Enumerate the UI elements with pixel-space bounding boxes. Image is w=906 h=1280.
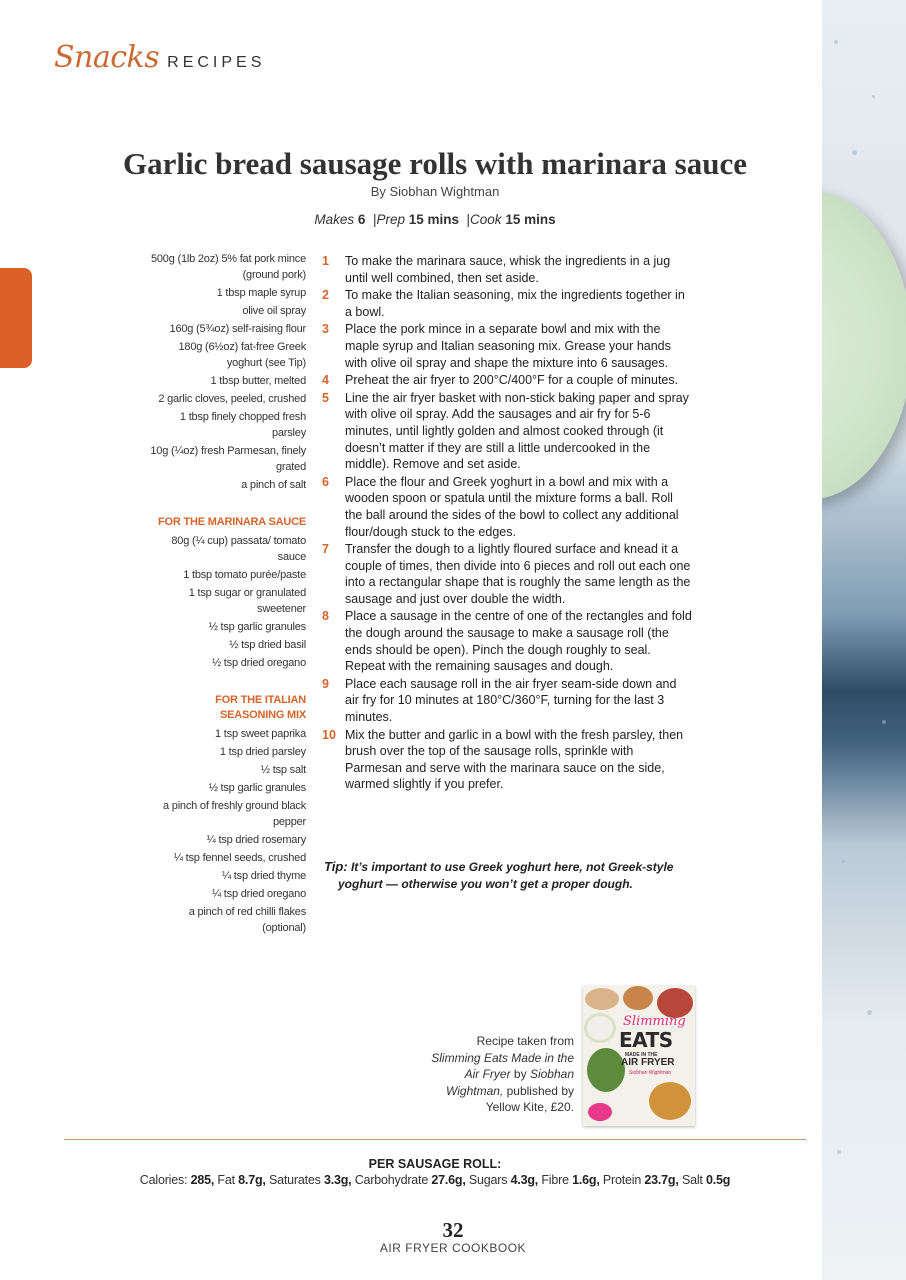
step-number: 3 (322, 322, 329, 337)
ingredient-item: 1 tbsp maple syrup (216, 287, 306, 299)
book-cover-line2: EATS (619, 1028, 673, 1052)
ingredient-item: ¼ tsp dried rosemary (206, 834, 306, 846)
step-text: To make the Italian seasoning, mix the ingredients together in a bowl. (345, 288, 685, 319)
nutrition-label: Saturates (268, 1173, 321, 1187)
recipe-byline: By Siobhan Wightman (370, 184, 500, 199)
nutrition-value: 0.5g (705, 1173, 731, 1187)
step-text: To make the marinara sauce, whisk the ingredients in a jug until well combined, then set aside. (345, 254, 671, 285)
ingredient-item: 1 tbsp tomato purée/paste (183, 569, 306, 581)
method-step (322, 253, 692, 286)
ingredient-item: ½ tsp dried oregano (211, 657, 306, 669)
step-text: Place the pork mince in a separate bowl and mix with the maple syrup and Italian seasoning mix. Grease your hands with olive oil spray and shape the mixture into 6 sausages. (345, 322, 671, 370)
step-number: 1 (322, 254, 329, 268)
ingredient-item: a pinch of freshly ground black pepper (163, 800, 306, 828)
nutrition-title: PER SAUSAGE ROLL: (368, 1157, 502, 1171)
source-book-title: Slimming Eats Made in the Air Fryer (431, 1050, 574, 1081)
nutrition-value: 8.7g, (238, 1173, 266, 1187)
tip-text-line1: It’s important to use Greek yoghurt here, not Greek-style (350, 860, 674, 874)
makes-value: 6 (357, 212, 366, 227)
ingredient-item: 160g (5¾oz) self-raising flour (169, 323, 306, 335)
nutrition-value: 285, (190, 1173, 215, 1187)
section-header (54, 40, 265, 75)
book-cover-badge (588, 1103, 612, 1121)
method-step (322, 541, 692, 607)
ingredient-item: a pinch of red chilli flakes (optional) (188, 906, 306, 934)
section-tab-marker (0, 268, 32, 368)
plate-image (822, 190, 906, 500)
method-steps (322, 253, 692, 794)
divider-rule (64, 1139, 806, 1140)
source-author: Siobhan Wightman, (446, 1067, 574, 1098)
ingredient-item: 10g (¼oz) fresh Parmesan, finely grated (150, 445, 306, 473)
nutrition-label: Calories: (139, 1173, 188, 1187)
nutrition-value: 4.3g, (510, 1173, 539, 1187)
recipe-meta: Makes 6 |Prep 15 mins |Cook 15 mins (314, 212, 556, 227)
nutrition-value: 1.6g, (572, 1173, 600, 1187)
step-text: Place a sausage in the centre of one of the rectangles and fold the dough around the sausage to make a sausage roll (the ends should be open). Pinch the dough roughly to seal. Repeat with the remaining sausages and dough. (345, 609, 692, 674)
prep-label: Prep (376, 212, 405, 227)
ingredient-item: 1 tsp sweet paprika (215, 728, 306, 740)
recipe-title: Garlic bread sausage rolls with marinara sauce (123, 146, 747, 181)
ingredient-item: ½ tsp salt (260, 764, 306, 776)
ingredient-item: ¼ tsp dried oregano (211, 888, 306, 900)
method-step (322, 676, 692, 726)
source-publisher: published by Yellow Kite, £20. (485, 1083, 574, 1114)
book-cover-line1: Slimming (623, 1014, 686, 1029)
nutrition-label: Carbohydrate (354, 1173, 429, 1187)
nutrition-label: Fat (217, 1173, 235, 1187)
publication-name: AIR FRYER COOKBOOK (379, 1241, 527, 1255)
method-step (322, 474, 692, 540)
ingredient-item: a pinch of salt (241, 479, 306, 491)
section-script-label: Snacks (54, 40, 160, 75)
cook-label: Cook (470, 212, 502, 227)
nutrition-line (0, 1173, 870, 1187)
ingredient-item: 1 tsp dried parsley (219, 746, 306, 758)
ingredient-item: 500g (1lb 2oz) 5% fat pork mince (ground pork) (150, 253, 306, 281)
prep-value: 15 mins (408, 212, 460, 227)
nutrition-value: 27.6g, (431, 1173, 466, 1187)
method-step (322, 390, 692, 473)
section-label: RECIPES (167, 54, 266, 71)
makes-label: Makes (314, 212, 355, 227)
step-text: Line the air fryer basket with non-stick baking paper and spray with olive oil spray. Add the sausages and air fry for 5-6 minutes, until lightly golden and almost cooked through (it doesn’t matter if they are still a little undercooked in the middle). Remove and set aside. (345, 390, 689, 472)
marinara-heading: FOR THE MARINARA SAUCE (158, 516, 306, 528)
book-cover-line3: MADE IN THE (625, 1052, 658, 1058)
page-number: 32 (442, 1218, 464, 1242)
ingredient-item: olive oil spray (242, 305, 306, 317)
ingredient-item: 80g (¼ cup) passata/ tomato sauce (171, 535, 306, 563)
nutrition-value: 3.3g, (323, 1173, 352, 1187)
nutrition-label: Fibre (541, 1173, 569, 1187)
source-prefix: Recipe taken from (476, 1034, 574, 1048)
ingredient-item: 1 tsp sugar or granulated sweetener (188, 587, 306, 615)
book-cover-line4: AIR FRYER (621, 1057, 675, 1068)
recipe-source (430, 1033, 574, 1116)
nutrition-label: Salt (681, 1173, 703, 1187)
step-text: Preheat the air fryer to 200°C/400°F for a couple of minutes. (345, 373, 679, 388)
seasoning-heading: FOR THE ITALIAN SEASONING MIX (215, 694, 306, 721)
step-number: 6 (322, 474, 329, 489)
recipe-tip (324, 858, 704, 893)
ingredient-item: ½ tsp garlic granules (208, 782, 306, 794)
ingredient-item: 1 tbsp finely chopped fresh parsley (179, 411, 306, 439)
ingredient-item: ¼ tsp dried thyme (221, 870, 306, 882)
tip-label: Tip: (324, 859, 348, 874)
step-number: 2 (322, 288, 329, 303)
method-step (322, 372, 692, 389)
step-number: 8 (322, 609, 329, 624)
cook-value: 15 mins (505, 212, 556, 227)
nutrition-value: 23.7g, (644, 1173, 679, 1187)
method-step (322, 321, 692, 371)
ingredients-list (150, 251, 306, 938)
step-text: Mix the butter and garlic in a bowl with the fresh parsley, then brush over the top of the sausage rolls, sprinkle with Parmesan and serve with the marinara sauce on the side, warmed slightly if you prefer. (345, 727, 684, 792)
step-number: 9 (322, 676, 329, 691)
ingredient-item: 1 tbsp butter, melted (210, 375, 306, 387)
ingredient-item: 180g (6½oz) fat-free Greek yoghurt (see Tip) (178, 341, 306, 369)
book-cover-line5: Siobhan Wightman (629, 1070, 672, 1076)
method-step (322, 727, 692, 793)
ingredient-item: ½ tsp dried basil (229, 639, 306, 651)
step-number: 7 (322, 542, 329, 557)
source-author-prefix: by (513, 1067, 527, 1081)
ingredient-item: ¼ tsp fennel seeds, crushed (173, 852, 306, 864)
step-number: 4 (322, 373, 329, 388)
nutrition-label: Sugars (468, 1173, 508, 1187)
book-cover-image (583, 986, 695, 1126)
tip-text-line2: yoghurt — otherwise you won’t get a proper dough. (338, 877, 633, 891)
ingredient-item: 2 garlic cloves, peeled, crushed (158, 393, 306, 405)
step-text: Place each sausage roll in the air fryer seam-side down and air fry for 10 minutes at 180°C/360°F, turning for the last 3 minutes. (345, 676, 677, 725)
method-step (322, 608, 692, 674)
nutrition-label: Protein (602, 1173, 642, 1187)
step-text: Place the flour and Greek yoghurt in a bowl and mix with a wooden spoon or spatula until the mixture forms a ball. Roll the ball around the sides of the bowl to collect any additional flour/dough stuck to the edges. (345, 474, 679, 539)
step-number: 10 (322, 727, 336, 742)
method-step (322, 287, 692, 320)
ingredient-item: ½ tsp garlic granules (208, 621, 306, 633)
step-number: 5 (322, 390, 329, 405)
step-text: Transfer the dough to a lightly floured surface and knead it a couple of times, then divide into 6 pieces and roll out each one into a rectangular shape that is roughly the same length as the sausage and just over double the width. (345, 542, 691, 606)
